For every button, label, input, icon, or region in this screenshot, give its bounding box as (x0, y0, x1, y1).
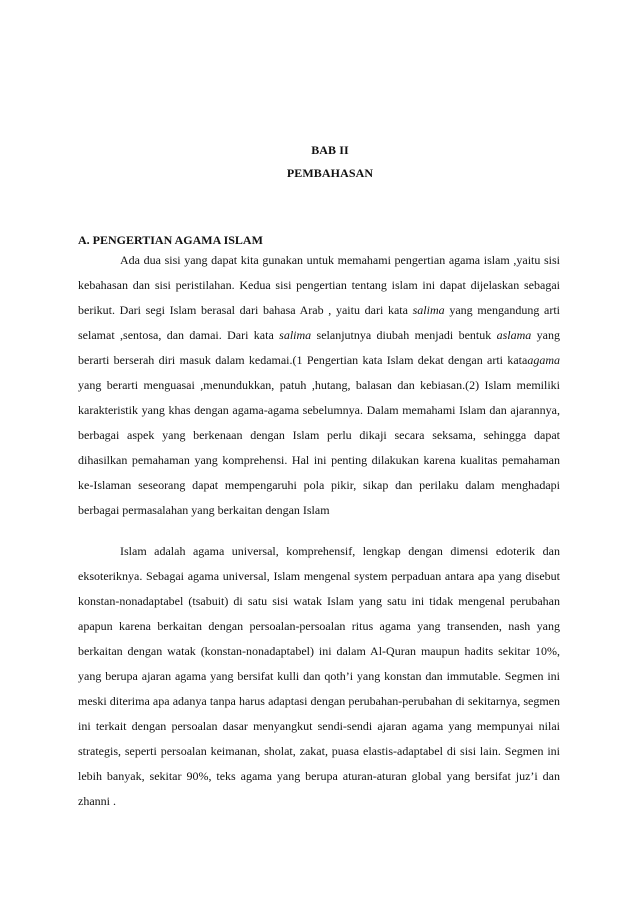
paragraph-1-segment: yang mengandung arti selamat ,sentosa, dan damai. Dari kata (78, 303, 560, 342)
paragraph-2 (78, 539, 560, 814)
paragraph-2-segment: Islam adalah agama universal, komprehensif, lengkap dengan dimensi edoterik dan eksoteriknya. Sebagai agama universal, Islam mengenal system perpaduan antara apa yang disebut konstan-nonadaptabel (tsabuit) di satu sisi watak Islam yang satu ini tidak mengenal perubahan apapun karena berkaitan dengan persoalan-persoalan ritus agama yang transenden, nash yang berkaitan dengan watak (konstan-nonadaptabel) ini dalam Al-Quran maupun hadits sekitar 10%, yang berupa ajaran agama yang bersifat kulli dan qoth’i yang konstan dan immutable. Segmen ini meski diterima apa adanya tanpa harus adaptasi dengan perubahan-perubahan di sekitarnya, segmen ini terkait dengan persoalan dasar menyangkut sendi-sendi ajaran agama yang mempunyai nilai strategis, seperti persoalan keimanan, sholat, zakat, puasa elastis-adaptabel di sisi lain. Segmen ini lebih banyak, sekitar 90%, teks agama yang berupa aturan-aturan global yang bersifat juz’i dan zhanni . (78, 544, 560, 808)
paragraph-1-segment: selanjutnya diubah menjadi bentuk (311, 328, 497, 342)
section-heading: A. PENGERTIAN AGAMA ISLAM (78, 233, 263, 247)
chapter-number: BAB II (311, 143, 349, 157)
chapter-title: PEMBAHASAN (286, 166, 374, 180)
paragraph-1-segment: Ada dua sisi yang dapat kita gunakan untuk memahami pengertian agama islam ,yaitu sisi kebahasan dan sisi peristilahan. Kedua sisi pengertian tentang islam ini dapat dijelaskan sebagai berikut. Dari segi Islam berasal dari bahasa Arab , yaitu dari kata (78, 253, 560, 317)
paragraph-1-segment: yang berarti berserah diri masuk dalam kedamai.(1 Pengertian kata Islam dekat dengan arti kata (78, 328, 561, 367)
paragraph-1-italic-term: salima (279, 328, 312, 342)
paragraph-1-italic-term: aslama (496, 328, 532, 342)
paragraph-1 (78, 248, 560, 523)
paragraph-1-segment: yang berarti menguasai ,menundukkan, patuh ,hutang, balasan dan kebiasan.(2) Islam memiliki karakteristik yang khas dengan agama-agama sebelumnya. Dalam memahami Islam dan ajarannya, berbagai aspek yang berkenaan dengan Islam perlu dikaji secara seksama, sehingga dapat dihasilkan pemahaman yang komprehensi. Hal ini penting dilakukan karena kualitas pemahaman ke-Islaman seseorang dapat mempengaruhi pola pikir, sikap dan perilaku dalam menghadapi berbagai permasalahan yang berkaitan dengan Islam (78, 378, 560, 517)
paragraph-1-italic-term: salima (412, 303, 445, 317)
paragraph-1-italic-term: agama (527, 353, 560, 367)
